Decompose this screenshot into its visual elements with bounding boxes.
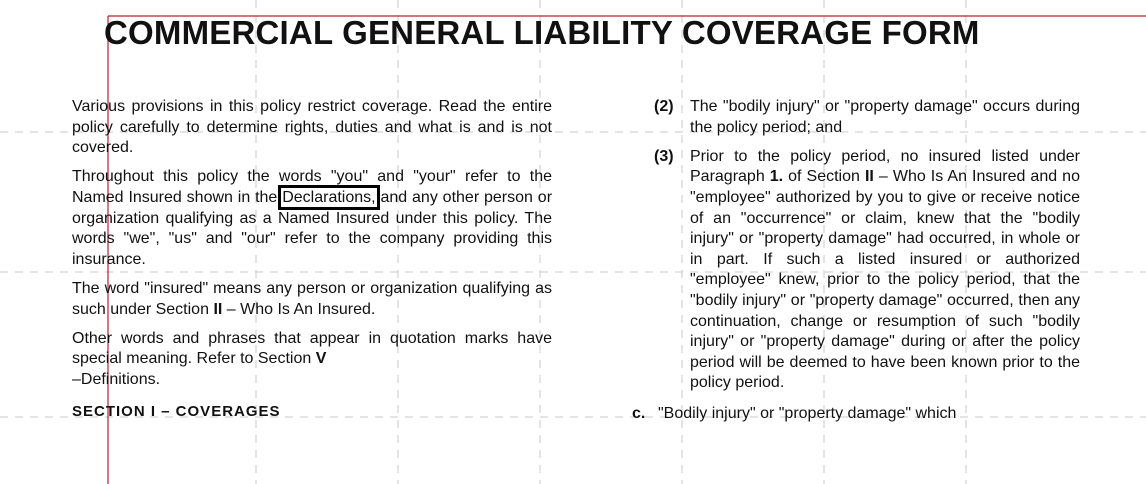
item-number: (2) [654,98,674,115]
paragraph-text: Other words and phrases that appear in quotation marks have special meaning. Refer to Section [72,329,552,368]
list-item [654,97,1080,138]
intro-paragraph: Various provisions in this policy restrict coverage. Read the entire policy carefully to determine rights, duties and what is and is not covered. [72,98,552,157]
form-title: COMMERCIAL GENERAL LIABILITY COVERAGE FORM [104,14,980,51]
section-ref: II [864,168,874,186]
item-text-part: – Who Is An Insured and no "employee" authorized by you to give or receive notice of an "occurrence" or claim, knew that the "bodily injury" or "property damage" had occurred, in whole or in part. If such a listed insured or authorized "employee" knew, prior to the policy period, that the "bodily injury" or "property damage" occurred, then any continuation, change or resumption of such "bodily injury" or "property damage" during or after the policy period will be deemed to have been known prior to the policy period. [690,168,1080,392]
paragraph-text: and any other person or organization qualifying as a Named Insured under this policy. The words "we", "us" and "our" refer to the company providing this insurance. [72,188,553,268]
list-item [632,404,1080,425]
quotation-paragraph [72,329,552,391]
declarations-highlight[interactable]: Declarations, [282,188,376,206]
item-text: "Bodily injury" or "property damage" which [658,404,957,422]
item-number: (3) [654,147,674,165]
left-column [72,97,552,422]
item-text-part: of Section [788,168,860,186]
list-item [654,147,1080,394]
paragraph-ref: 1. [769,168,784,186]
paragraph-text: Throughout this policy the words "you" and "your" refer to the Named Insured shown in the [72,168,552,206]
right-column [632,97,1080,425]
insured-definition-paragraph [72,279,552,320]
item-letter: c. [632,404,646,422]
section-ref: V [315,350,327,368]
paragraph-text: –Definitions. [72,370,161,388]
paragraph-text: The word "insured" means any person or organization qualifying as such under Section [72,279,552,318]
section-heading: SECTION I – COVERAGES [72,402,281,420]
named-insured-paragraph [72,167,552,270]
paragraph-text: – Who Is An Insured. [226,300,376,318]
item-text: The "bodily injury" or "property damage" occurs during the policy period; and [690,98,1080,136]
item-text [690,147,1080,394]
section-ref: II [213,300,223,318]
item-text-part: Prior to the policy period, no insured listed under Paragraph [690,147,1080,186]
